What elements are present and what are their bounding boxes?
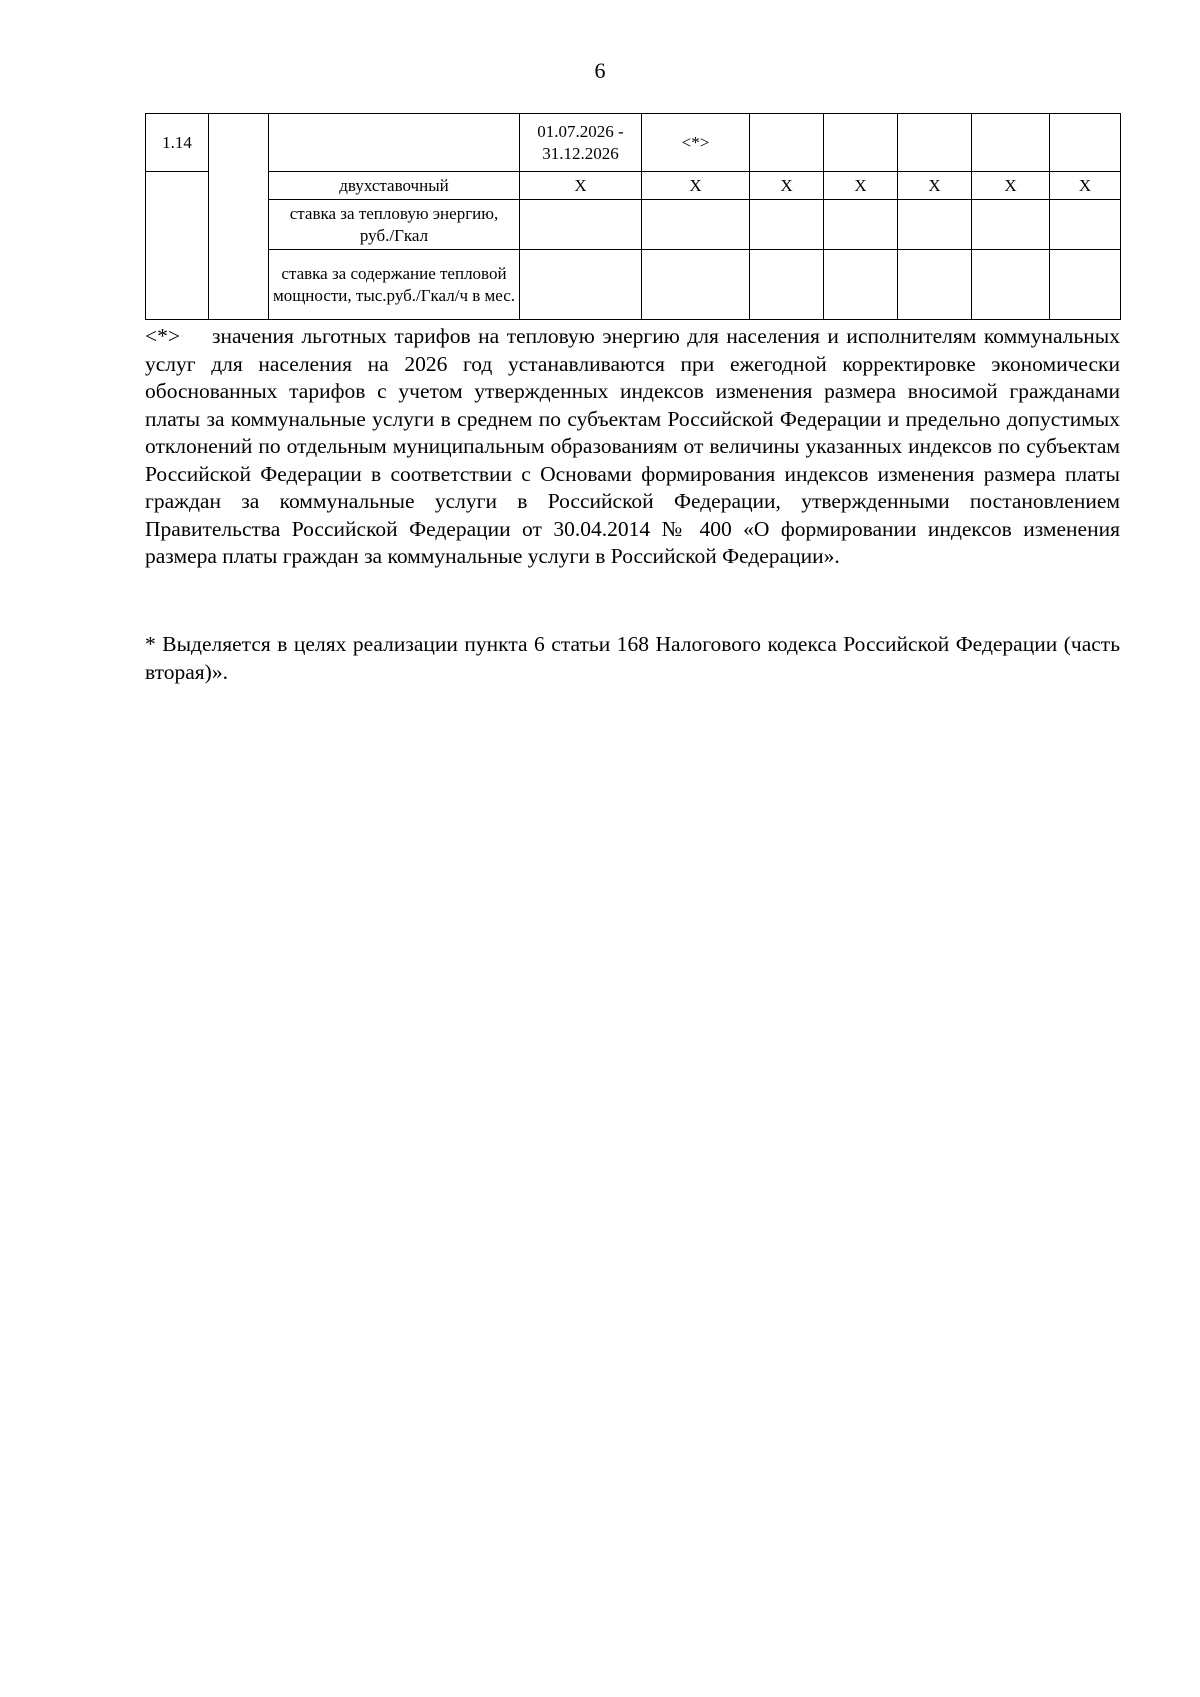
footnote-preferential-tariffs: [145, 323, 1120, 571]
x-mark-cell: X: [972, 172, 1050, 200]
table-cell: [1050, 200, 1121, 250]
table-cell: [520, 200, 642, 250]
period-value-cell: <*>: [642, 114, 750, 172]
x-mark-cell: X: [750, 172, 824, 200]
table-cell: [750, 250, 824, 320]
table-cell: [972, 200, 1050, 250]
empty-number-cell: [146, 172, 209, 320]
table-cell: [898, 250, 972, 320]
footnote-text: значения льготных тарифов на тепловую энергию для населения и исполнителям коммунальных услуг для населения на 2026 год устанавливаются при ежегодной корректировке экономически обоснованных тарифов с учетом утвержденных индексов изменения размера вносимой гражданами платы за коммунальные услуги в среднем по субъектам Российской Федерации и предельно допустимых отклонений по отдельным муниципальным образованиям от величины указанных индексов по субъектам Российской Федерации в соответствии с Основами формирования индексов изменения размера платы граждан за коммунальные услуги в Российской Федерации, утвержденными постановлением Правительства Российской Федерации от 30.04.2014 № 400 «О формировании индексов изменения размера платы граждан за коммунальные услуги в Российской Федерации».: [145, 324, 1120, 568]
footnote-marker: <*>: [145, 324, 181, 348]
table-cell: [898, 114, 972, 172]
table-cell: [824, 114, 898, 172]
tariff-table: [145, 113, 1121, 320]
empty-label-cell: [269, 114, 520, 172]
table-row-heat-rate: [146, 200, 1121, 250]
table-cell: [824, 200, 898, 250]
row-number-cell: 1.14: [146, 114, 209, 172]
table-cell: [824, 250, 898, 320]
table-row-two-rate: [146, 172, 1121, 200]
period-cell: 01.07.2026 - 31.12.2026: [520, 114, 642, 172]
x-mark-cell: X: [520, 172, 642, 200]
x-mark-cell: X: [824, 172, 898, 200]
table-cell: [520, 250, 642, 320]
table-cell: [972, 114, 1050, 172]
table-cell: [642, 200, 750, 250]
capacity-rate-label: ставка за содержание тепловой мощности, тыс.руб./Гкал/ч в мес.: [269, 250, 520, 320]
table-cell: [898, 200, 972, 250]
table-cell: [972, 250, 1050, 320]
table-row-period: [146, 114, 1121, 172]
page-number: 6: [594, 58, 606, 83]
x-mark-cell: X: [642, 172, 750, 200]
two-rate-label: двухставочный: [269, 172, 520, 200]
table-row-capacity-rate: [146, 250, 1121, 320]
table-cell: [1050, 250, 1121, 320]
table-cell: [1050, 114, 1121, 172]
table-cell: [750, 114, 824, 172]
x-mark-cell: X: [1050, 172, 1121, 200]
x-mark-cell: X: [898, 172, 972, 200]
footnote-tax-code: * Выделяется в целях реализации пункта 6 статьи 168 Налогового кодекса Российской Федерации (часть вторая)».: [145, 632, 1120, 684]
table-cell: [750, 200, 824, 250]
table-cell: [642, 250, 750, 320]
heat-rate-label: ставка за тепловую энергию, руб./Гкал: [269, 200, 520, 250]
empty-merged-cell: [209, 114, 269, 320]
